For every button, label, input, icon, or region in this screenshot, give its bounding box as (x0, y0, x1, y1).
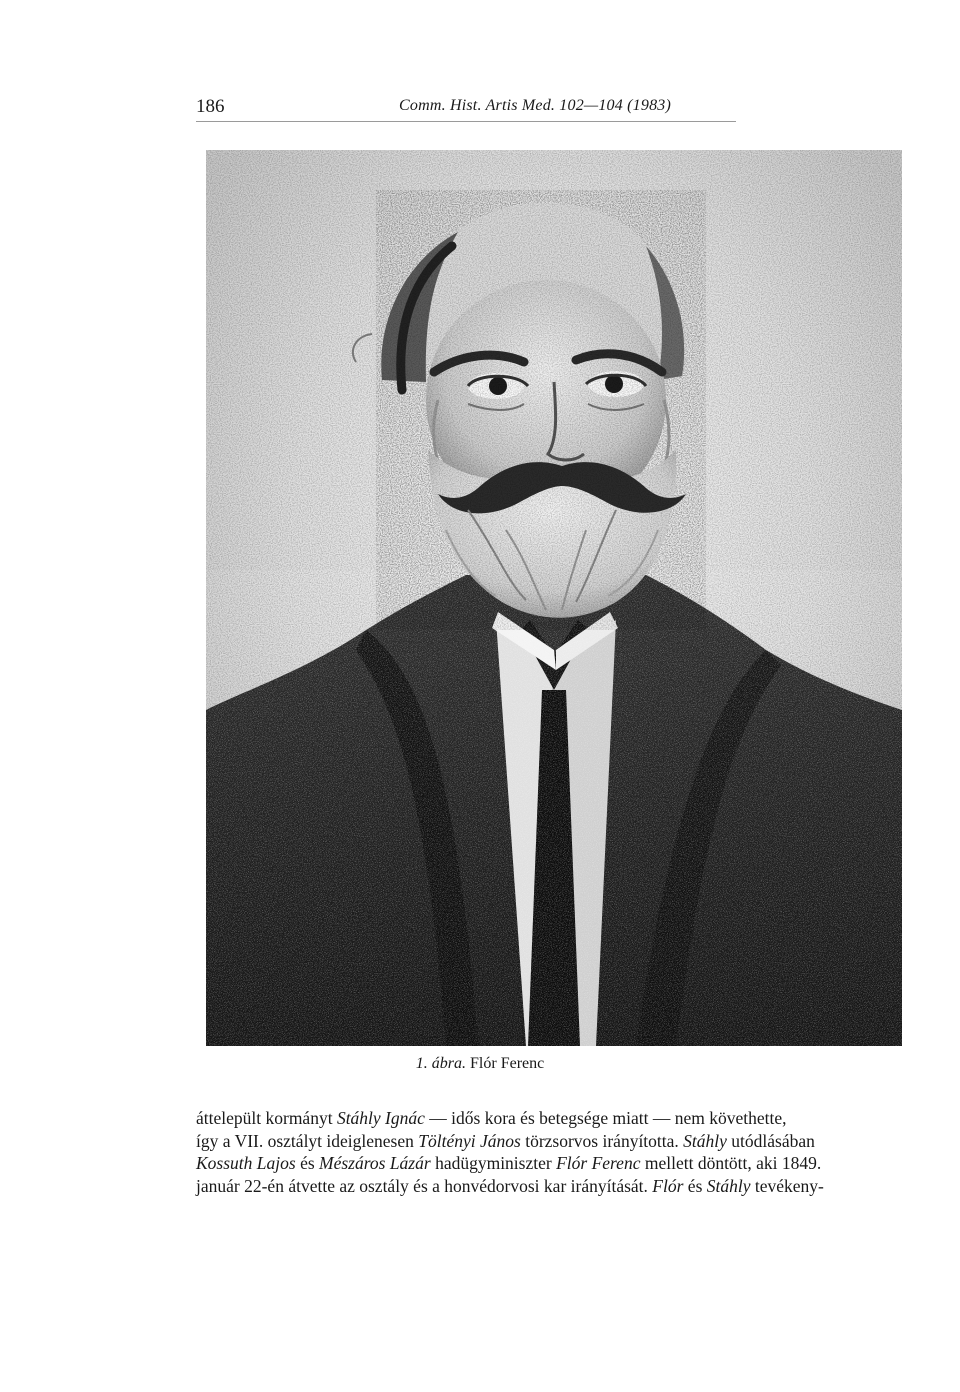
text-line (196, 1152, 822, 1175)
italic-name: Stáhly Ignác (336, 1108, 425, 1128)
text-run: hadügyminiszter (430, 1153, 557, 1174)
running-header (196, 96, 726, 122)
italic-name: Flór Ferenc (556, 1153, 641, 1174)
body-paragraph (196, 1107, 824, 1197)
italic-name: Kossuth Lajos (196, 1153, 296, 1174)
header-rule (196, 121, 736, 122)
text-line (196, 1175, 824, 1198)
figure-caption (0, 1055, 960, 1073)
italic-name: Flór (652, 1175, 684, 1196)
italic-name: Stáhly (706, 1175, 751, 1196)
italic-name: Töltényi János (418, 1130, 521, 1151)
text-run: január 22-én átvette az osztály és a honvédorvosi kar irányítását. (196, 1175, 653, 1196)
portrait-figure (206, 150, 902, 1046)
italic-name: Stáhly (683, 1130, 727, 1151)
text-run: így a VII. osztályt ideiglenesen (196, 1130, 419, 1151)
text-run: tevékeny- (750, 1175, 824, 1196)
page-number: 186 (196, 96, 225, 117)
text-run: — idős kora és betegsége miatt — nem követhette, (424, 1108, 787, 1128)
text-run: áttelepült kormányt (196, 1108, 337, 1128)
portrait-illustration (206, 150, 902, 1046)
italic-name: Mészáros Lázár (319, 1153, 431, 1174)
text-run: és (295, 1153, 320, 1174)
text-run: és (683, 1175, 707, 1196)
journal-citation: Comm. Hist. Artis Med. 102—104 (1983) (399, 97, 671, 114)
text-run: utódlásában (726, 1130, 815, 1151)
text-line (196, 1107, 787, 1130)
figure-label: 1. ábra. (415, 1055, 467, 1072)
text-run: törzsorvos irányította. (520, 1130, 684, 1151)
figure-title: Flór Ferenc (470, 1055, 545, 1072)
text-run: mellett döntött, aki 1849. (640, 1153, 822, 1174)
text-line (196, 1130, 815, 1153)
